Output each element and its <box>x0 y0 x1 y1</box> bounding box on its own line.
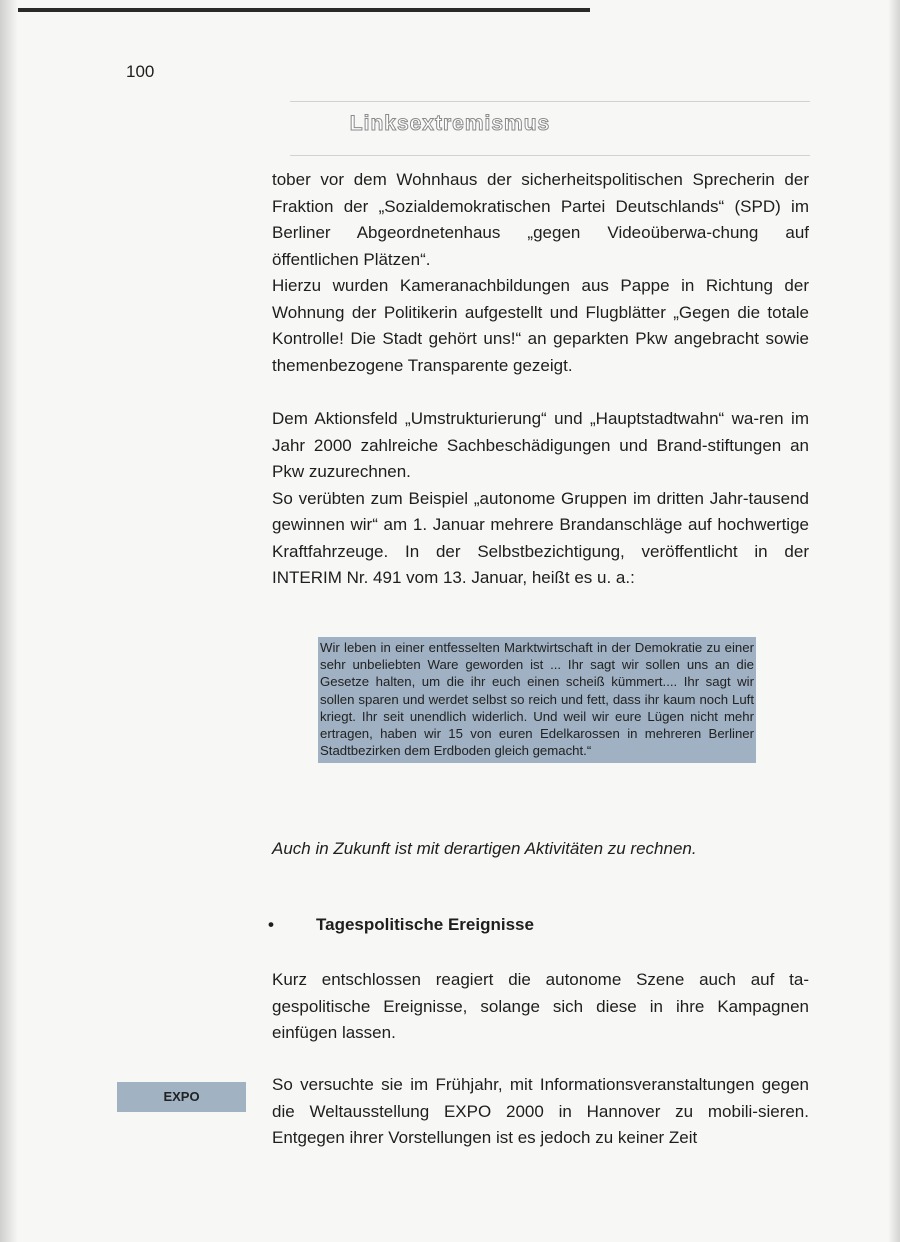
bullet-icon: • <box>268 915 274 934</box>
page-number: 100 <box>126 62 155 81</box>
paragraph-block-4 <box>272 1072 809 1152</box>
header-rule-top <box>290 101 810 102</box>
page-gutter-shadow <box>0 0 18 1242</box>
conclusion <box>272 836 809 863</box>
paragraph-block-1 <box>272 167 809 379</box>
page-edge-shadow <box>888 0 900 1242</box>
paragraph-block-2 <box>272 406 809 592</box>
paragraph: So versuchte sie im Frühjahr, mit Informationsveranstaltungen gegen die Weltausstellung EXPO 2000 in Hannover zu mobili-sieren. Entgegen ihrer Vorstellungen ist es jedoch zu keiner Zeit <box>272 1075 809 1147</box>
paragraph: Dem Aktionsfeld „Umstrukturierung“ und „Hauptstadtwahn“ wa-ren im Jahr 2000 zahlreiche Sachbeschädigungen und Brand-stiftungen an Pkw zuzurechnen. <box>272 409 809 481</box>
quote-text: Wir leben in einer entfesselten Marktwirtschaft in der Demokratie zu einer sehr unbeliebten Ware geworden ist ... Ihr sagt wir sollen uns an die Gesetze halten, um die ihr euch einen scheiß kümmert.... Ihr sagt wir sollen sparen und werdet selbst so reich und fett, dass ihr kaum noch Luft kriegt. Ihr seit unendlich widerlich. Und weil wir eure Lügen nicht mehr ertragen, haben wir 15 von euren Edelkarossen in mehreren Berliner Stadtbezirken dem Erdboden gleich gemacht.“ <box>320 640 754 759</box>
section-heading <box>268 915 534 935</box>
paragraph: Kurz entschlossen reagiert die autonome Szene auch auf ta-gespolitische Ereignisse, solange sich diese in ihre Kampagnen einfügen lassen. <box>272 970 809 1042</box>
paragraph: So verübten zum Beispiel „autonome Gruppen im dritten Jahr-tausend gewinnen wir“ am 1. Januar mehrere Brandanschläge auf hochwertige Kraftfahrzeuge. In der Selbstbezichtigung, veröffentlicht in der INTERIM Nr. 491 vom 13. Januar, heißt es u. a.: <box>272 488 809 587</box>
running-head: Linksextremismus <box>349 112 551 135</box>
margin-label: EXPO <box>117 1082 246 1112</box>
quote-box <box>318 637 756 763</box>
header-rule-bottom <box>290 155 810 156</box>
paragraph: Hierzu wurden Kameranachbildungen aus Pappe in Richtung der Wohnung der Politikerin aufgestellt und Flugblätter „Gegen die totale Kontrolle! Die Stadt gehört uns!“ an geparkten Pkw angebracht sowie themenbezogene Transparente gezeigt. <box>272 276 809 375</box>
paragraph-block-3 <box>272 967 809 1047</box>
paragraph: tober vor dem Wohnhaus der sicherheitspolitischen Sprecherin der Fraktion der „Sozialdemokratischen Partei Deutschlands“ (SPD) im Berliner Abgeordnetenhaus „gegen Videoüberwa-chung auf öffentlichen Plätzen“. <box>272 170 809 269</box>
section-heading-text: Tagespolitische Ereignisse <box>316 915 534 934</box>
top-rule <box>0 8 590 12</box>
paragraph: Auch in Zukunft ist mit derartigen Aktivitäten zu rechnen. <box>272 839 697 858</box>
